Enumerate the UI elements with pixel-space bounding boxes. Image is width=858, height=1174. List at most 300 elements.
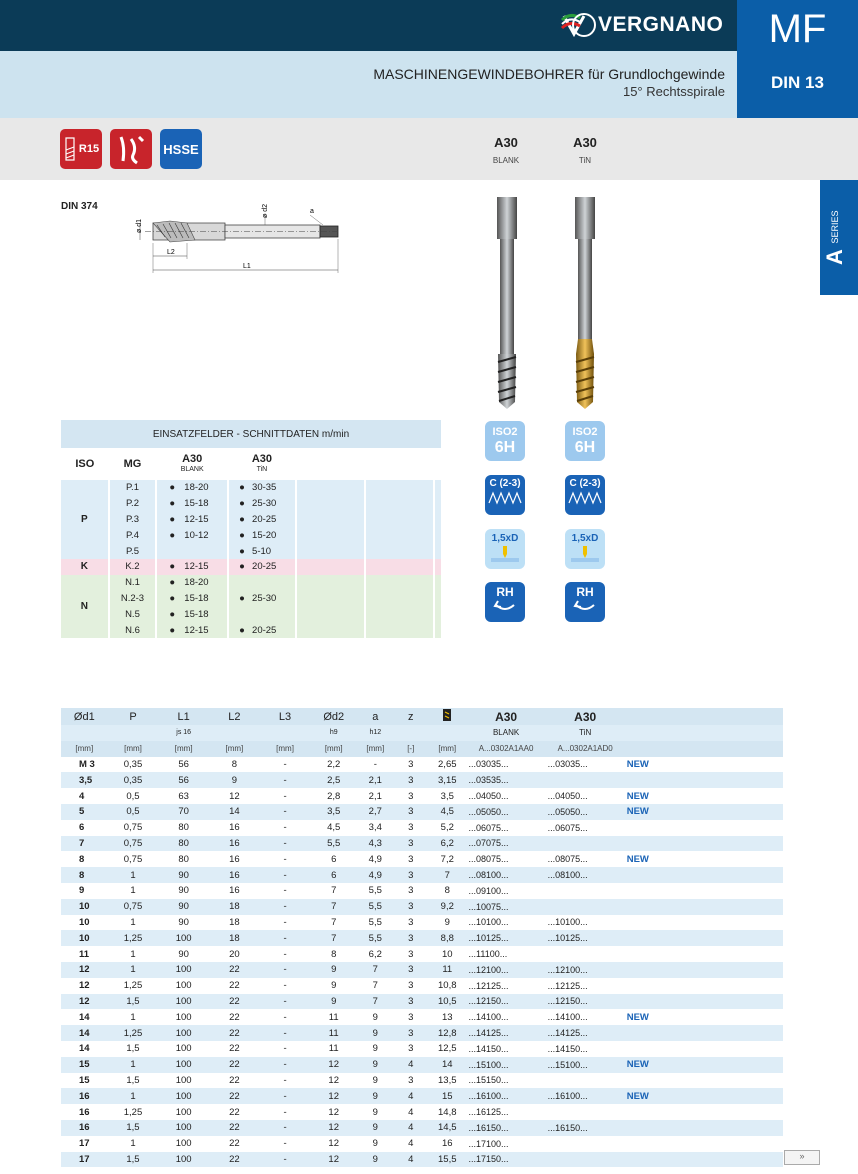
table-cell: -	[283, 885, 287, 897]
column-name: A30	[494, 135, 518, 150]
table-cell: 3	[408, 822, 414, 834]
unit-cell: [mm]	[324, 744, 343, 754]
product-code: MF	[768, 7, 827, 51]
subheader-cell	[428, 725, 467, 741]
table-cell: 12	[328, 1138, 339, 1150]
table-cell: 14	[79, 1043, 90, 1055]
bullet-icon: ●	[169, 482, 176, 494]
table-cell: 16	[229, 853, 240, 865]
logo-mark-icon	[560, 10, 596, 40]
subheader-cell	[108, 725, 159, 741]
table-cell: 1,25	[123, 980, 143, 992]
cutting-empty	[296, 591, 365, 607]
table-cell: ...14125...	[467, 1025, 546, 1041]
d2-label: ø d2	[262, 203, 269, 218]
cutting-empty	[365, 496, 434, 512]
table-cell: 12,8	[428, 1025, 467, 1041]
tool-image-tin	[570, 197, 600, 410]
table-row	[61, 804, 783, 820]
table-cell: 6	[331, 853, 337, 865]
table-cell: 12	[61, 994, 108, 1010]
bullet-icon: ●	[169, 498, 176, 510]
unit-cell: [mm]	[174, 744, 193, 754]
table-cell	[706, 1120, 783, 1136]
cutting-mg: N.1	[109, 575, 157, 591]
unit-cell: A...0302A1AA0	[478, 744, 534, 754]
speed-value: 10-12	[184, 529, 209, 541]
series-label-wrap	[829, 208, 841, 248]
series-label: SERIES	[830, 210, 840, 244]
table-row	[61, 851, 783, 867]
table-cell: 3	[394, 899, 428, 915]
table-cell: 6,2	[368, 948, 382, 960]
cutting-speed-blank	[156, 606, 228, 622]
table-row	[61, 994, 783, 1010]
unit-cell: [mm]	[438, 744, 457, 754]
table-cell: 2,1	[368, 790, 382, 802]
table-cell: ...08100...	[467, 867, 546, 883]
table-cell: -	[283, 916, 287, 928]
new-badge: NEW	[625, 1088, 706, 1104]
a-label: a	[310, 208, 314, 215]
table-cell: 11	[328, 1043, 339, 1055]
cutting-title-row	[61, 420, 441, 448]
table-row	[61, 978, 783, 994]
table-cell: 5,5	[368, 916, 382, 928]
unit-cell: [mm]	[225, 744, 244, 754]
unit-cell	[706, 741, 783, 757]
table-cell: 3	[394, 1025, 428, 1041]
unit-cell: A...0302A1AD0	[557, 744, 613, 754]
table-cell	[706, 1057, 783, 1073]
table-cell: 0,75	[108, 899, 159, 915]
table-cell: 7	[372, 980, 378, 992]
table-cell: 0,75	[123, 853, 143, 865]
table-cell: 14	[79, 1011, 90, 1023]
table-cell	[706, 836, 783, 852]
cutting-mg: P.5	[109, 543, 157, 559]
iso-tolerance-label: 6H	[494, 439, 516, 456]
table-cell: 10	[79, 916, 90, 928]
table-cell: 22	[229, 980, 240, 992]
header-d2: Ød2	[323, 710, 345, 723]
table-cell: 9	[357, 1088, 394, 1104]
table-cell: 12	[310, 1088, 357, 1104]
subheader-cell: h12	[357, 725, 394, 741]
new-badge	[625, 1136, 706, 1152]
table-cell: ...10100...	[547, 917, 588, 928]
speed-value: 12-15	[184, 624, 209, 636]
table-cell: ...04050...	[468, 791, 509, 802]
table-cell: 3	[408, 1043, 414, 1055]
table-cell	[546, 1136, 625, 1152]
table-cell: -	[283, 1074, 287, 1086]
cutting-speed-blank	[156, 559, 228, 575]
table-cell: ...07075...	[467, 836, 546, 852]
table-cell: -	[283, 1106, 287, 1118]
table-cell: 3,15	[428, 772, 467, 788]
chamfer-label: C (2-3)	[489, 478, 521, 489]
table-cell: ...10100...	[468, 917, 509, 928]
table-cell: 1,5	[108, 1120, 159, 1136]
table-row	[61, 820, 783, 836]
subheader-cell: js 16	[158, 725, 209, 741]
table-cell: 1,5	[126, 1043, 140, 1055]
table-cell: 3	[394, 836, 428, 852]
table-cell: -	[283, 948, 287, 960]
table-cell: 15	[428, 1088, 467, 1104]
table-cell: 3,4	[368, 822, 382, 834]
chamfer-thread-icon	[567, 489, 603, 507]
table-cell: 20	[229, 948, 240, 960]
column-name: A30	[573, 135, 597, 150]
table-cell: -	[260, 1057, 311, 1073]
cutting-row	[61, 543, 441, 559]
table-cell: 7	[428, 867, 467, 883]
table-cell: 7	[357, 962, 394, 978]
table-cell: 11	[310, 1025, 357, 1041]
table-cell: ...12150...	[546, 994, 625, 1010]
cutting-speed-tin	[228, 591, 296, 607]
new-badge	[625, 962, 706, 978]
table-cell: 3	[408, 1074, 414, 1086]
table-cell: ...12125...	[468, 980, 509, 991]
cutting-empty	[365, 559, 434, 575]
table-cell: 100	[158, 1088, 209, 1104]
table-cell: 11	[328, 1011, 339, 1023]
cutting-empty	[434, 496, 441, 512]
table-cell: -	[260, 1152, 311, 1168]
table-cell: 8	[444, 885, 450, 897]
cutting-header-blank-name: A30	[182, 452, 203, 465]
table-cell	[546, 883, 625, 899]
table-cell: 1	[108, 1088, 159, 1104]
iso-class-label: ISO2	[572, 426, 598, 438]
header-d1	[61, 708, 108, 725]
d1-label: ø d1	[136, 218, 143, 233]
cutting-speed-blank	[156, 575, 228, 591]
table-cell: 100	[158, 1152, 209, 1168]
next-page-button[interactable]: »	[784, 1150, 820, 1165]
chamfer-label: C (2-3)	[569, 478, 601, 489]
table-cell: 4,5	[327, 822, 341, 834]
table-cell: ...04050...	[547, 791, 588, 802]
table-cell: 14	[61, 1025, 108, 1041]
table-cell: 11	[79, 948, 90, 960]
cutting-header-row	[61, 448, 441, 480]
table-cell: 12	[328, 1106, 339, 1118]
table-cell: 22	[209, 962, 260, 978]
cutting-speed-blank	[156, 527, 228, 543]
table-cell: 16	[209, 836, 260, 852]
cutting-speed-tin	[228, 622, 296, 638]
table-cell: -	[283, 1011, 287, 1023]
table-cell: 3	[408, 790, 414, 802]
table-cell: 22	[229, 1011, 240, 1023]
bullet-icon: ●	[239, 482, 245, 494]
table-cell	[546, 772, 625, 788]
speed-value: 12-15	[184, 561, 209, 573]
speed-value: 12-15	[184, 513, 209, 525]
cutting-data-table	[61, 420, 441, 638]
cutting-empty	[434, 606, 441, 622]
table-row	[61, 1136, 783, 1152]
cutting-header-tin-coating: TiN	[256, 465, 268, 473]
speed-value: 5-10	[252, 545, 272, 557]
table-cell: 4	[408, 1138, 414, 1150]
cutting-empty	[365, 543, 434, 559]
cutting-empty	[296, 543, 365, 559]
cutting-empty	[434, 512, 441, 528]
table-cell	[706, 899, 783, 915]
new-badge	[625, 994, 706, 1010]
table-cell: 3,5	[61, 772, 108, 788]
table-cell	[706, 946, 783, 962]
table-cell: ...14150...	[468, 1043, 509, 1054]
title-bar	[0, 51, 737, 118]
table-cell: 16	[229, 885, 240, 897]
l1-label: L1	[243, 263, 251, 270]
table-cell: ...08075...	[547, 854, 588, 865]
new-badge	[625, 867, 706, 883]
speed-value: 15-20	[252, 529, 277, 541]
table-cell	[706, 915, 783, 931]
table-cell: 18	[209, 899, 260, 915]
table-cell: 6	[79, 822, 85, 834]
table-row	[61, 1120, 783, 1136]
cutting-empty	[296, 559, 365, 575]
table-row	[61, 1073, 783, 1089]
table-cell	[706, 757, 783, 773]
new-badge	[625, 883, 706, 899]
bullet-icon: ●	[169, 513, 176, 525]
table-cell: 15	[79, 1074, 90, 1086]
table-cell	[546, 836, 625, 852]
table-cell: 100	[158, 930, 209, 946]
table-cell: ...17100...	[468, 1138, 509, 1149]
new-badge	[625, 1025, 706, 1041]
table-cell: 4	[394, 1088, 428, 1104]
table-cell: 2,2	[327, 758, 341, 770]
new-badge	[625, 1120, 706, 1136]
table-cell: 9	[357, 1120, 394, 1136]
subheader-cell	[61, 725, 108, 741]
header-col-tin: A30	[574, 709, 597, 724]
cutting-header-iso: ISO	[75, 458, 95, 470]
cutting-mg: N.2-3	[109, 591, 157, 607]
table-cell: ...10125...	[467, 930, 546, 946]
table-cell: 16	[441, 1138, 453, 1150]
table-cell: 2,8	[327, 790, 341, 802]
chamfer-badge-tin	[565, 475, 605, 515]
table-cell: 3	[394, 994, 428, 1010]
table-cell: 5	[61, 804, 108, 820]
table-cell: 22	[209, 1120, 260, 1136]
new-badge	[625, 978, 706, 994]
table-cell: -	[283, 790, 287, 802]
cutting-speed-tin	[228, 543, 296, 559]
table-cell: ...09100...	[468, 885, 509, 896]
table-cell: 1	[130, 1138, 136, 1150]
table-cell	[706, 1073, 783, 1089]
iso-tolerance-badge-blank	[485, 421, 525, 461]
unit-cell: [mm]	[366, 744, 385, 754]
tap-drawing	[125, 203, 345, 278]
subheader-cell: BLANK	[467, 725, 546, 741]
depth-badge-blank	[485, 529, 525, 569]
table-cell: 16	[61, 1088, 108, 1104]
table-row	[61, 883, 783, 899]
r15-icon	[60, 129, 102, 169]
table-row	[61, 1041, 783, 1057]
depth-label: 1,5xD	[571, 533, 599, 544]
table-cell	[706, 978, 783, 994]
thread-depth-icon	[487, 544, 523, 564]
article-subheader-row	[61, 725, 783, 741]
table-cell: ...08075...	[468, 854, 509, 865]
new-badge	[625, 1152, 706, 1168]
table-cell: ...08100...	[546, 867, 625, 883]
table-cell: 12	[79, 980, 90, 992]
cutting-empty	[434, 622, 441, 638]
article-header-row	[61, 708, 783, 725]
table-cell	[706, 820, 783, 836]
bullet-icon: ●	[239, 561, 245, 573]
new-badge	[625, 1104, 706, 1120]
cutting-header-blank-coating: BLANK	[180, 465, 204, 473]
new-badge: NEW	[625, 804, 706, 820]
table-cell: 3,5	[310, 804, 357, 820]
cutting-row	[61, 591, 441, 607]
table-cell: 10	[61, 930, 108, 946]
cutting-speed-tin	[228, 480, 296, 496]
table-cell: ...12150...	[467, 994, 546, 1010]
table-cell: 100	[158, 994, 209, 1010]
brand-logo	[560, 8, 723, 42]
table-cell: 22	[229, 1074, 240, 1086]
cutting-empty	[365, 527, 434, 543]
table-cell	[706, 1152, 783, 1168]
speed-value: 15-18	[184, 608, 209, 620]
table-cell: 4,5	[428, 804, 467, 820]
table-cell: 100	[158, 962, 209, 978]
cutting-empty	[365, 591, 434, 607]
table-cell: 4	[79, 790, 85, 802]
table-cell: ...14125...	[546, 1025, 625, 1041]
table-cell: ...14100...	[468, 1012, 509, 1023]
bullet-icon: ●	[169, 592, 176, 604]
cutting-empty	[296, 512, 365, 528]
table-cell: 3	[394, 930, 428, 946]
bullet-icon: ●	[239, 545, 245, 557]
cutting-title: EINSATZFELDER - SCHNITTDATEN m/min	[152, 428, 350, 440]
cutting-empty	[434, 591, 441, 607]
table-cell: 10	[61, 899, 108, 915]
table-cell: 56	[178, 758, 189, 770]
table-cell: 9	[209, 772, 260, 788]
tool-image-blank	[492, 197, 522, 410]
table-cell: 100	[175, 1074, 192, 1086]
blind-hole-spiral-icon	[110, 129, 152, 169]
header-drill-icon	[428, 708, 467, 725]
header-p: P	[129, 710, 137, 723]
table-cell: 7	[331, 916, 337, 928]
table-cell: ...12100...	[467, 962, 546, 978]
cutting-empty	[296, 606, 365, 622]
table-cell: 22	[229, 1106, 240, 1118]
table-cell	[546, 899, 625, 915]
cutting-empty	[365, 575, 434, 591]
table-cell: 5,5	[357, 930, 394, 946]
table-cell: -	[283, 822, 287, 834]
table-cell: ...06075...	[468, 822, 509, 833]
product-code-box	[737, 0, 858, 118]
table-cell: -	[283, 1043, 287, 1055]
table-cell: 7	[310, 930, 357, 946]
table-cell: -	[260, 836, 311, 852]
chip-spiral-icon	[115, 133, 147, 165]
chamfer-thread-icon	[487, 489, 523, 507]
table-cell: 100	[175, 1011, 192, 1023]
speed-value: 15-18	[184, 498, 209, 510]
hsse-icon: HSSE	[160, 129, 202, 169]
cutting-speed-blank	[156, 496, 228, 512]
table-cell: ...15100...	[546, 1057, 625, 1073]
header-d1-text: Ød1	[73, 710, 95, 723]
table-cell: 8,8	[428, 930, 467, 946]
table-cell: 16	[61, 1120, 108, 1136]
header-a: a	[372, 710, 379, 723]
table-cell: 9	[444, 916, 450, 928]
table-cell: 100	[158, 1120, 209, 1136]
table-cell: ...16150...	[467, 1120, 546, 1136]
header-z: z	[408, 710, 414, 723]
table-cell: 9	[331, 980, 337, 992]
table-cell: 7	[310, 899, 357, 915]
bullet-icon: ●	[169, 608, 176, 620]
new-badge: NEW	[626, 758, 649, 770]
table-cell: 6	[310, 867, 357, 883]
table-row	[61, 1009, 783, 1025]
new-badge	[625, 820, 706, 836]
table-cell: 10	[441, 948, 453, 960]
table-cell: 13,5	[438, 1074, 457, 1086]
cutting-empty	[434, 575, 441, 591]
table-cell: 17	[79, 1138, 90, 1150]
column-coating: BLANK	[492, 156, 520, 165]
table-row	[61, 1088, 783, 1104]
table-cell: 4,9	[357, 867, 394, 883]
drill-size-icon	[442, 708, 452, 722]
new-badge	[625, 1073, 706, 1089]
table-cell	[706, 851, 783, 867]
table-cell	[546, 1104, 625, 1120]
drawing-norm: DIN 374	[61, 201, 98, 212]
table-cell: 3	[394, 867, 428, 883]
table-cell: -	[260, 899, 311, 915]
table-cell: 1,25	[123, 1106, 143, 1118]
cutting-header-tin-name: A30	[251, 452, 273, 465]
table-cell: 3	[408, 1011, 414, 1023]
table-cell: 100	[175, 1106, 192, 1118]
header-spacer	[706, 708, 783, 725]
table-cell: 0,35	[108, 772, 159, 788]
cutting-empty	[365, 512, 434, 528]
new-badge	[625, 915, 706, 931]
table-cell: 63	[178, 790, 189, 802]
table-cell: 6,2	[428, 836, 467, 852]
table-cell: 1	[130, 948, 136, 960]
